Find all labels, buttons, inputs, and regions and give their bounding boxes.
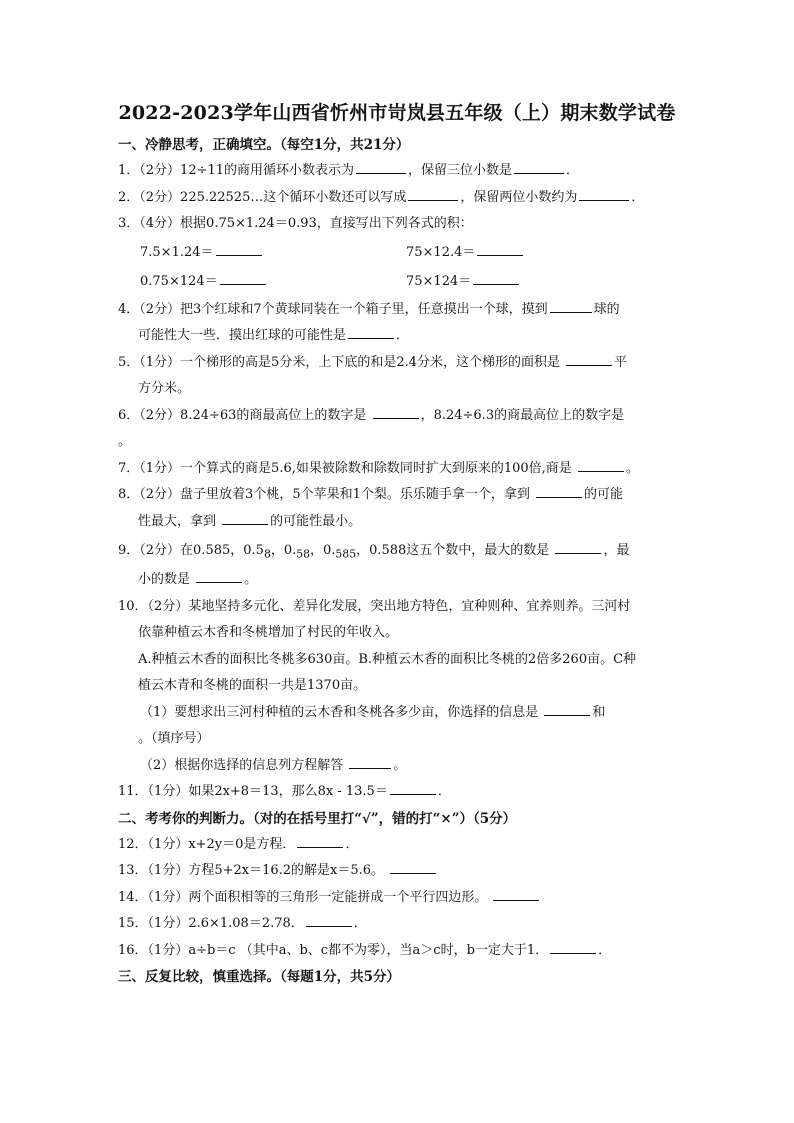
question-13: 13．（1分）方程5+2x＝16.2的解是x＝5.6。: [118, 858, 684, 885]
answer-blank[interactable]: [220, 272, 266, 285]
answer-blank[interactable]: [578, 459, 624, 472]
answer-blank[interactable]: [390, 861, 436, 874]
question-12: 12．（1分）x+2y＝0是方程． ．: [118, 836, 359, 852]
answer-blank[interactable]: [196, 570, 242, 583]
answer-blank[interactable]: [373, 406, 419, 419]
question-15: 15．（1分）2.6×1.08＝2.78． ．: [118, 916, 367, 931]
question-5-cont: 方分米。: [138, 381, 191, 396]
answer-blank[interactable]: [297, 835, 343, 848]
answer-blank[interactable]: [348, 326, 394, 339]
answer-blank[interactable]: [216, 243, 262, 256]
question-2: 2．（2分）225.22525…这个循环小数还可以写成 ，保留两位小数约为 ．: [118, 189, 645, 205]
answer-blank[interactable]: [356, 161, 406, 174]
question-4-cont: 可能性大一些．摸出红球的可能性是 ．: [138, 328, 410, 343]
question-7: 7．（1分）一个算式的商是5.6,如果被除数和除数同时扩大到原来的100倍,商是 。: [118, 460, 639, 476]
question-3-row-1: 7.5×1.24＝ 75×12.4＝: [118, 238, 684, 268]
question-6: 6．（2分）8.24÷63的商最高位上的数字是 ，8.24÷6.3的商最高位上的数字是: [118, 407, 625, 423]
question-6-cont: 。: [118, 434, 132, 449]
question-4: 4．（2分）把3个红球和7个黄球同装在一个箱子里，任意摸出一个球，摸到 球的: [118, 301, 620, 317]
question-10-part-1-cont: 。（填序号）: [138, 731, 210, 746]
question-14: 14．（1分）两个面积相等的三角形一定能拼成一个平行四边形。: [118, 885, 684, 912]
answer-blank[interactable]: [349, 756, 391, 769]
answer-blank[interactable]: [306, 914, 352, 927]
question-11: 11．（1分）如果2x+8＝13，那么8x - 13.5＝ ．: [118, 784, 451, 799]
question-8-cont: 性最大，拿到 的可能性最小。: [138, 513, 362, 529]
section-3-heading: 三、反复比较，慎重选择。（每题1分，共5分）: [118, 969, 401, 985]
answer-blank[interactable]: [544, 703, 590, 716]
answer-blank[interactable]: [390, 782, 436, 795]
question-3-row-2: 0.75×124＝ 75×124＝: [118, 267, 684, 297]
answer-blank[interactable]: [555, 541, 601, 554]
section-1-heading: 一、冷静思考，正确填空。（每空1分，共21分）: [118, 137, 410, 153]
question-10-line-3: A.种植云木香的面积比冬桃多630亩。B.种植云木香的面积比冬桃的2倍多260亩。C种: [138, 651, 637, 667]
question-10: 10．（2分）某地坚持多元化、差异化发展，突出地方特色，宜种则种、宜养则养。三河村: [118, 598, 631, 614]
answer-blank[interactable]: [408, 188, 458, 201]
question-5: 5．（1分）一个梯形的高是5分米，上下底的和是2.4分米，这个梯形的面积是 平: [118, 354, 628, 370]
question-9: 9．（2分）在0.585，$0.5_8$，$0._{58}$，$0._{585}$，0.588这五个数中，最大的数是 ，最: [118, 543, 630, 561]
question-1: 1．（2分）12÷11的商用循环小数表示为 ，保留三位小数是 ．: [118, 163, 580, 178]
question-10-line-2: 依靠种植云木香和冬桃增加了村民的年收入。: [138, 625, 399, 640]
answer-blank[interactable]: [550, 941, 596, 954]
exam-content: [118, 132, 684, 990]
question-10-line-4: 植云木青和冬桃的面积一共是1370亩。: [138, 678, 367, 693]
question-16: 16．（1分）a÷b＝c （其中a、b、c都不为零），当a＞c时，b一定大于1． ．: [118, 942, 612, 958]
answer-blank[interactable]: [514, 161, 564, 174]
answer-blank[interactable]: [550, 300, 592, 313]
answer-blank[interactable]: [222, 512, 268, 525]
question-9-cont: 小的数是 。: [138, 572, 258, 587]
question-10-part-2: （2）根据你选择的信息列方程解答 。: [140, 757, 407, 773]
answer-blank[interactable]: [493, 888, 539, 901]
answer-blank[interactable]: [473, 272, 519, 285]
answer-blank[interactable]: [536, 485, 582, 498]
question-8: 8．（2分）盘子里放着3个桃，5个苹果和1个梨。乐乐随手拿一个，拿到 的可能: [118, 487, 624, 502]
section-2-heading: 二、考考你的判断力。（对的在括号里打“√”，错的打“×”）（5分）: [118, 810, 517, 827]
question-10-part-1: （1）要想求出三河村种植的云木香和冬桃各多少亩，你选择的信息是 和: [140, 704, 606, 720]
exam-title: 2022-2023学年山西省忻州市岢岚县五年级（上）期末数学试卷: [118, 102, 676, 124]
answer-blank[interactable]: [477, 243, 523, 256]
question-3: 3．（4分）根据0.75×1.24＝0.93，直接写出下列各式的积：: [118, 216, 473, 231]
answer-blank[interactable]: [566, 353, 612, 366]
answer-blank[interactable]: [579, 188, 629, 201]
